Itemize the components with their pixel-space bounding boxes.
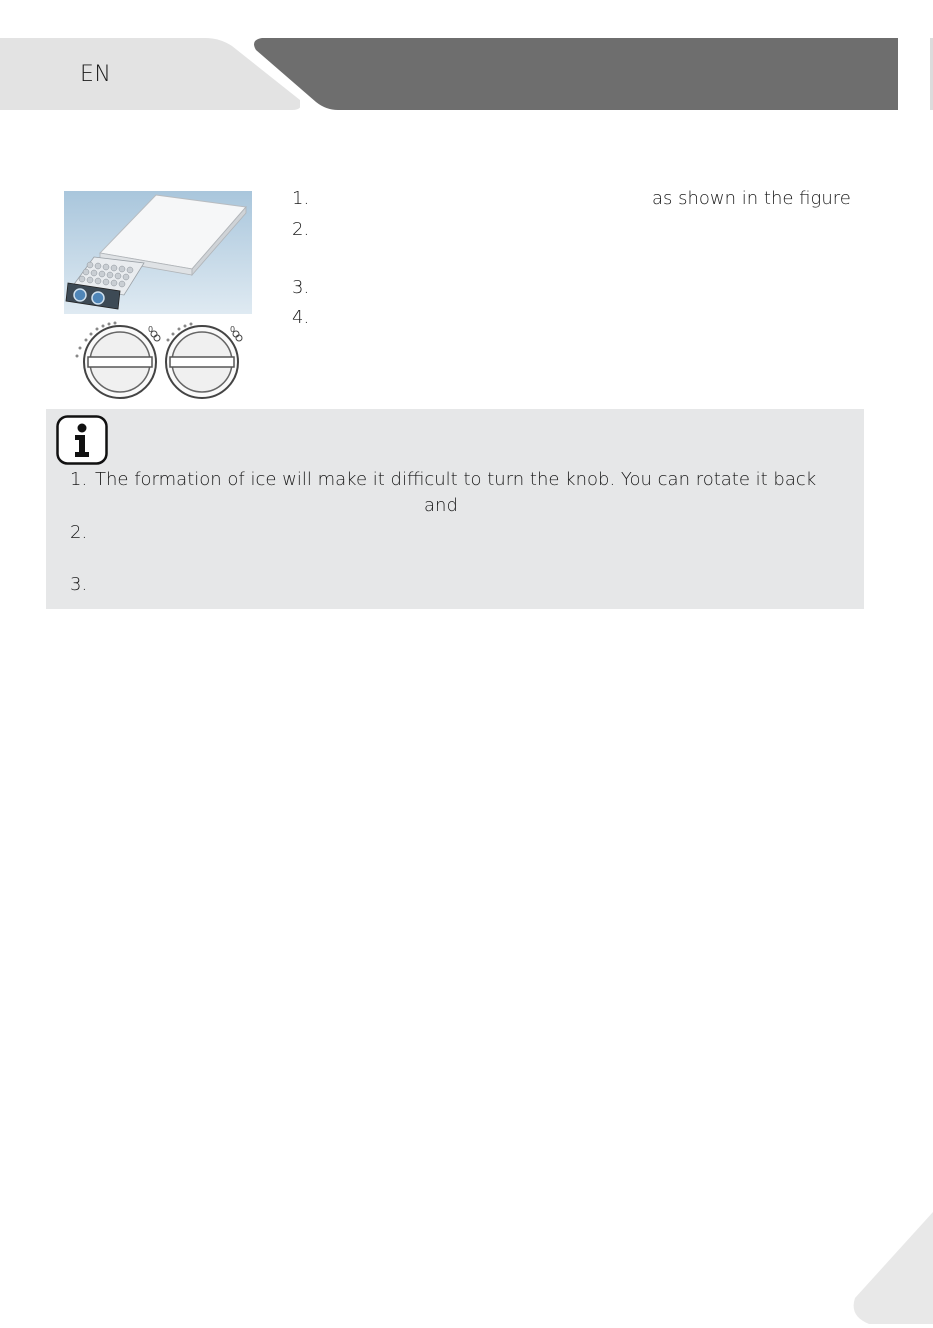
step-text: as shown in the figure	[652, 188, 851, 209]
page-corner-tab	[849, 1212, 933, 1324]
info-item-number: 3.	[70, 574, 88, 595]
knob-positions-figure	[64, 318, 252, 404]
step-number: 2.	[292, 219, 310, 240]
info-icon	[56, 415, 108, 465]
info-note-box	[46, 409, 864, 609]
info-item-number: 2.	[70, 522, 88, 543]
step-number: 3.	[292, 277, 310, 298]
info-item-continuation: and	[424, 495, 458, 516]
header-bar-shape	[250, 38, 898, 110]
info-item-number: 1.	[70, 469, 88, 490]
svg-text:0: 0	[230, 325, 236, 334]
step-number: 4.	[292, 307, 310, 328]
language-label: EN	[80, 62, 112, 87]
ice-tray-figure	[64, 191, 252, 314]
info-item-text: The formation of ice will make it difficult to turn the knob. You can rotate it back	[95, 469, 817, 490]
right-knob-diagram	[166, 323, 242, 399]
svg-text:0: 0	[148, 325, 154, 334]
left-knob-diagram	[76, 322, 161, 399]
header-bar	[250, 38, 898, 110]
step-number: 1.	[292, 188, 310, 209]
